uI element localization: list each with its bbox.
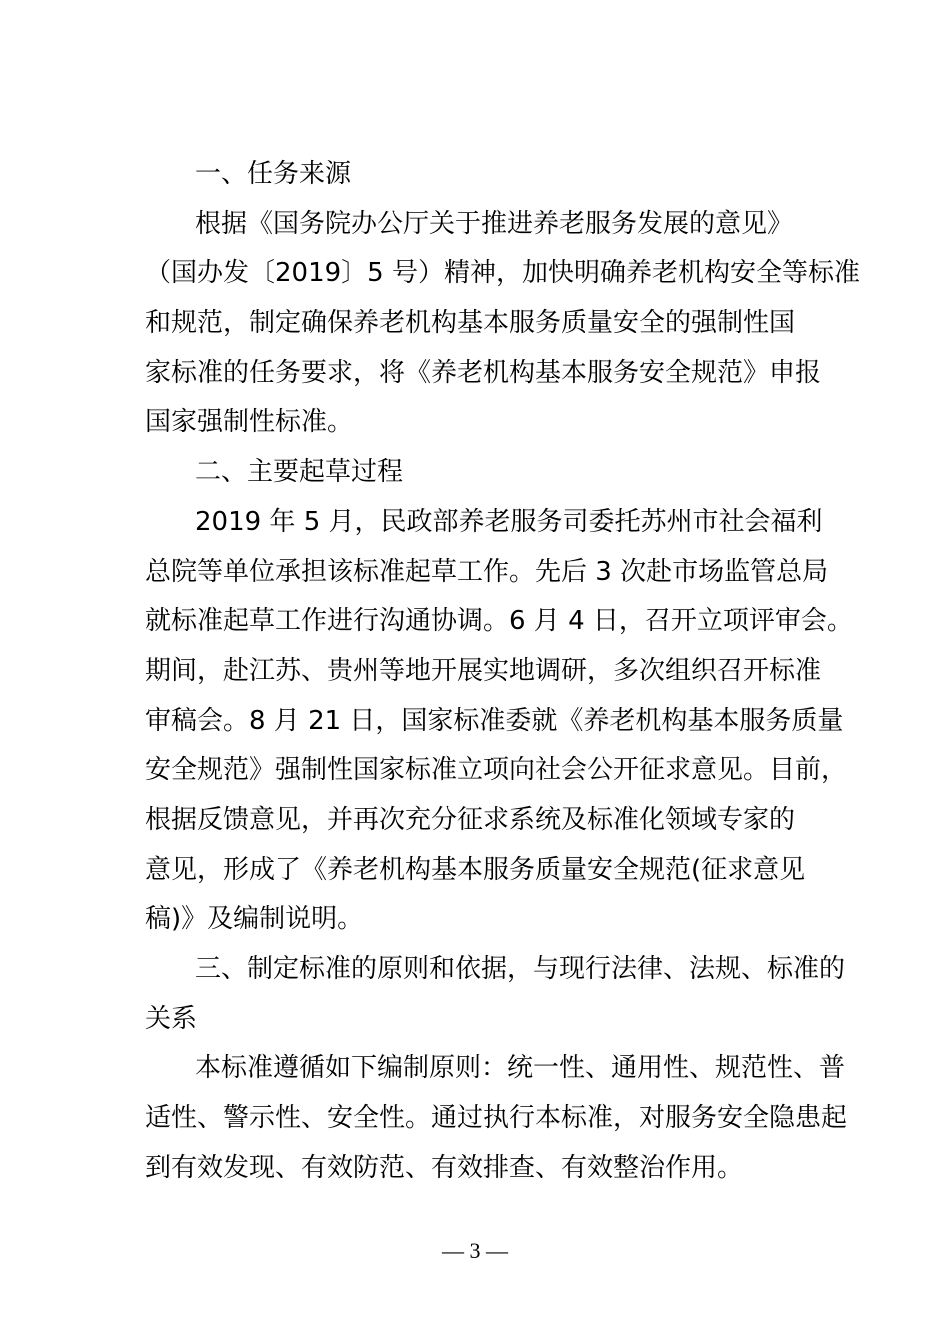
section-heading-2: 二、主要起草过程 <box>195 457 404 488</box>
document-body <box>145 150 860 1193</box>
paragraph-line: 到有效发现、有效防范、有效排查、有效整治作用。 <box>145 1152 744 1183</box>
paragraph-line: 审稿会。8 月 21 日，国家标准委就《养老机构基本服务质量 <box>145 705 844 736</box>
section-heading-1: 一、任务来源 <box>195 159 352 189</box>
paragraph-line: 期间，赴江苏、贵州等地开展实地调研，多次组织召开标准 <box>145 655 822 686</box>
paragraph-line: 安全规范》强制性国家标准立项向社会公开征求意见。目前， <box>145 755 848 786</box>
paragraph-line: 和规范，制定确保养老机构基本服务质量安全的强制性国 <box>145 308 796 339</box>
paragraph-line: 稿)》及编制说明。 <box>145 904 364 935</box>
paragraph-line: 家标准的任务要求，将《养老机构基本服务安全规范》申报 <box>145 357 822 388</box>
paragraph-line: 本标准遵循如下编制原则：统一性、通用性、规范性、普 <box>195 1053 846 1084</box>
paragraph-line: 根据《国务院办公厅关于推进养老服务发展的意见》 <box>195 208 794 239</box>
paragraph-line: 根据反馈意见，并再次充分征求系统及标准化领域专家的 <box>145 804 796 835</box>
paragraph-line: 就标准起草工作进行沟通协调。6 月 4 日，召开立项评审会。 <box>145 606 853 637</box>
paragraph-line: 总院等单位承担该标准起草工作。先后 3 次赴市场监管总局 <box>145 556 829 587</box>
paragraph-line: 2019 年 5 月，民政部养老服务司委托苏州市社会福利 <box>195 506 823 537</box>
section-heading-3-continued: 关系 <box>145 1003 198 1034</box>
paragraph-line: （国办发〔2019〕5 号）精神，加快明确养老机构安全等标准 <box>145 258 860 289</box>
paragraph-line: 意见，形成了《养老机构基本服务质量安全规范(征求意见 <box>145 854 806 885</box>
paragraph-line: 国家强制性标准。 <box>145 407 354 438</box>
page-number: — 3 — <box>442 1238 508 1263</box>
paragraph-line: 适性、警示性、安全性。通过执行本标准，对服务安全隐患起 <box>145 1103 848 1134</box>
section-heading-3: 三、制定标准的原则和依据，与现行法律、法规、标准的 <box>195 954 846 984</box>
